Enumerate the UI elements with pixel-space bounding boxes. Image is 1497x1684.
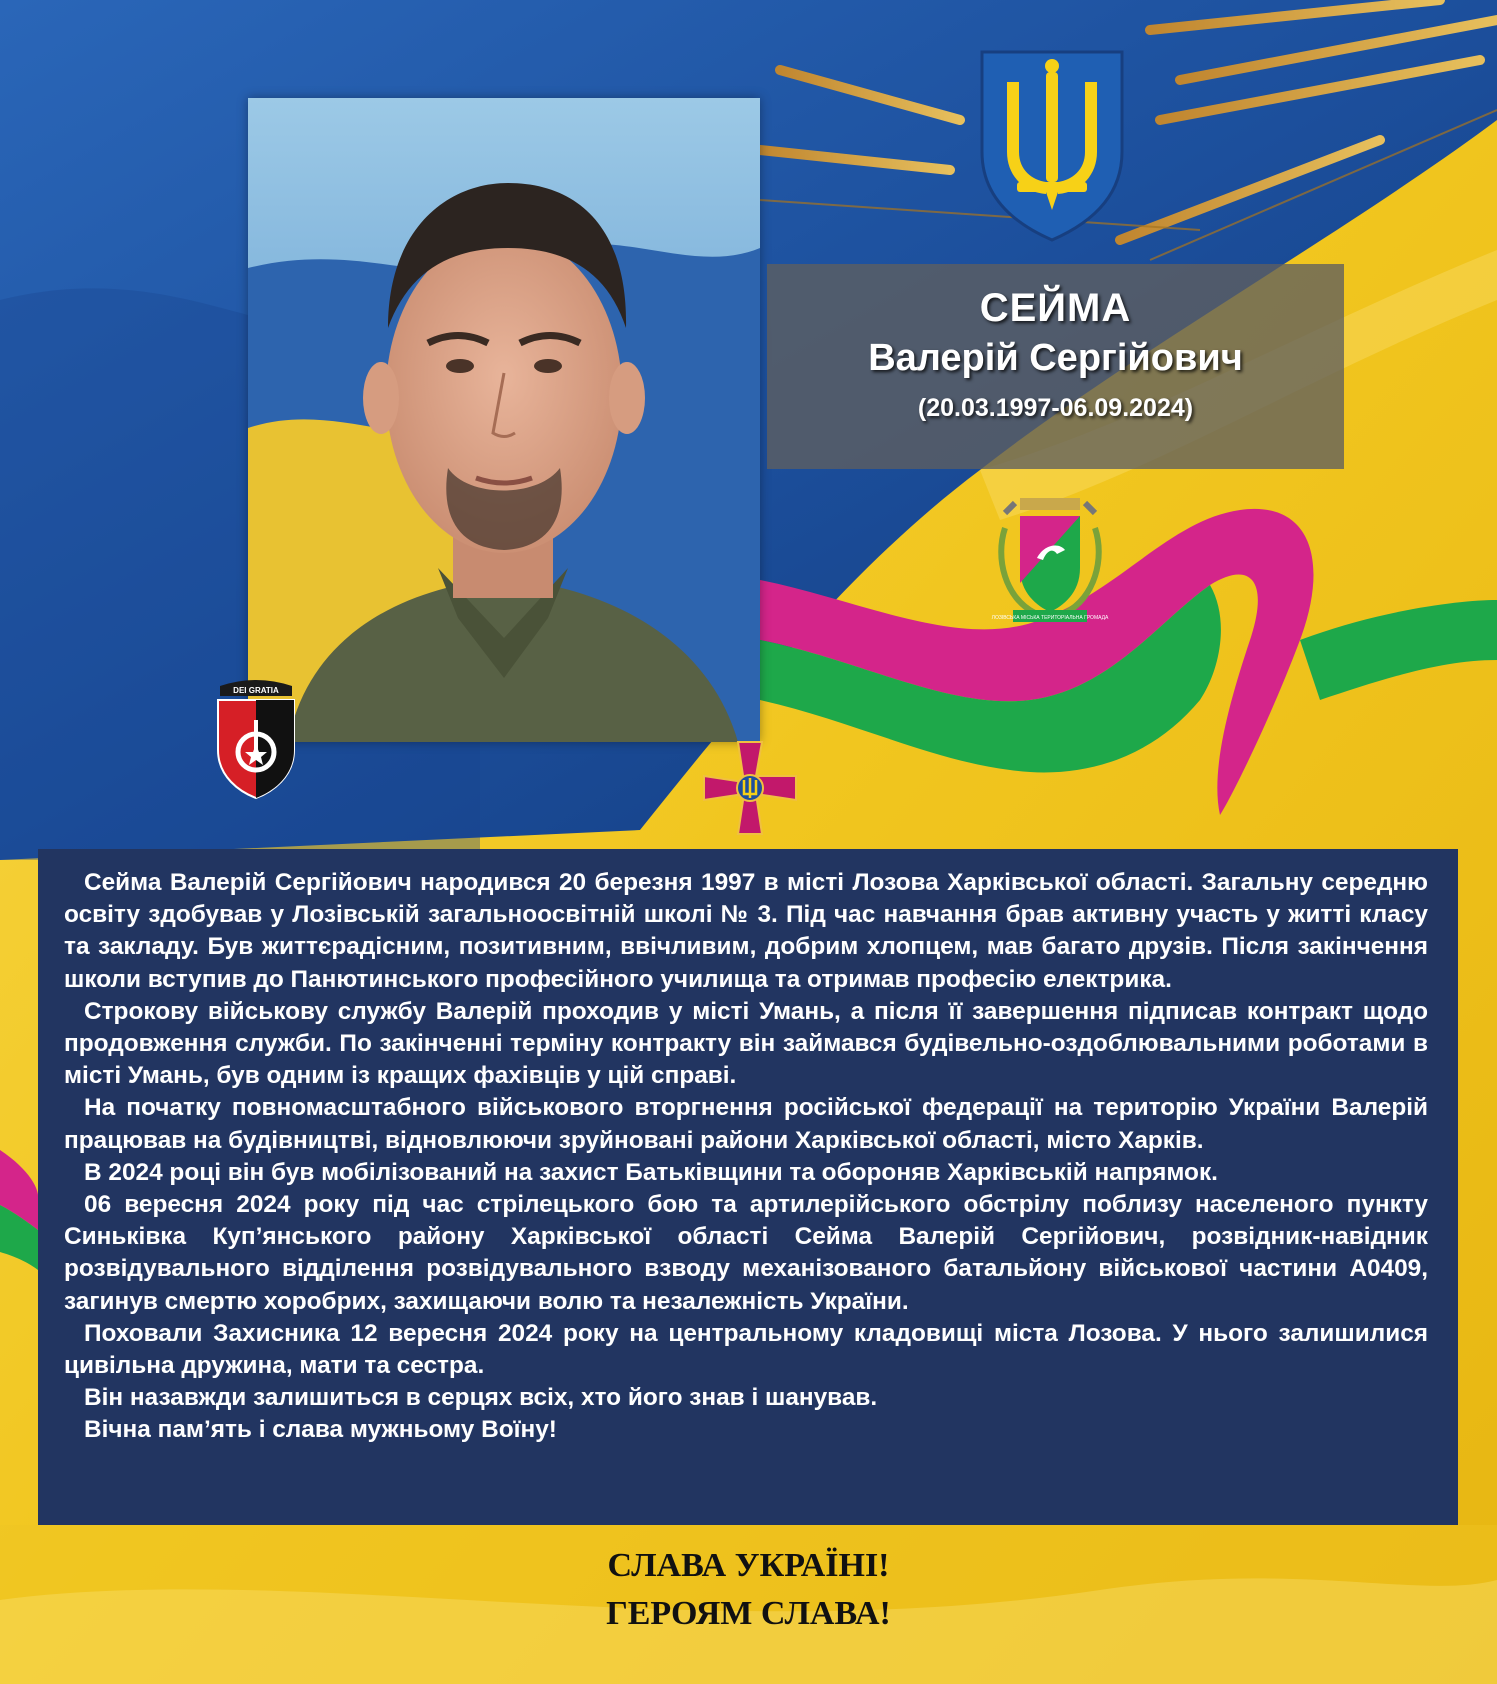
biography-panel	[38, 849, 1458, 1525]
slogan	[0, 1542, 1497, 1638]
biography-paragraph: На початку повномасштабного військового вторгнення російської федерації на територію України Валерій працював на будівництві, відновлюючи зруйновані райони Харківської області, місто Харків.	[64, 1094, 1428, 1154]
unit-badge-icon	[210, 672, 302, 802]
slogan-line-2: ГЕРОЯМ СЛАВА!	[606, 1595, 891, 1632]
hero-life-dates: (20.03.1997-06.09.2024)	[917, 394, 1194, 422]
portrait-photo	[248, 98, 760, 742]
trident-icon	[952, 42, 1152, 242]
biography-paragraph: Поховали Захисника 12 вересня 2024 року на центральному кладовищі міста Лозова. У нього залишилися цивільна дружина, мати та сестра.	[64, 1319, 1428, 1380]
biography-paragraph: Він назавжди залишиться в серцях всіх, хто його знав і шанував.	[84, 1384, 878, 1412]
biography-paragraph: В 2024 році він був мобілізований на захист Батьківщини та обороняв Харківській напрямок.	[84, 1158, 1218, 1186]
biography-paragraph: 06 вересня 2024 року під час стрілецького бою та артилерійського обстрілу поблизу населеного пункту Синьківка Куп’янського району Харківської області Сейма Валерій Сергійович, розвідник-навідник розвідувального відділення розвідувального взводу механізованого батальйону військової частини А0409, загинув смертю хоробрих, захищаючи волю та незалежність України.	[64, 1191, 1428, 1315]
biography-paragraph: Сейма Валерій Сергійович народився 20 березня 1997 в місті Лозова Харківської області. Загальну середню освіту здобував у Лозівській загальноосвітній школі № 3. Під час навчання брав активну участь у житті класу та закладу. Був життєрадісним, позитивним, ввічливим, добрим хлопцем, мав багато друзів. Після закінчення школи вступив до Панютинського професійного училища та отримав професію електрика.	[64, 869, 1428, 993]
hero-surname: СЕЙМА	[979, 286, 1132, 330]
biography-paragraph: Строкову військову службу Валерій проходив у місті Умань, а після її завершення підписав контракт щодо продовження служби. По закінченні терміну контракту він займався будівельно-оздоблювальними роботами в місті Умань, був одним із кращих фахівців у цій справі.	[64, 997, 1428, 1090]
unit-badge-motto: DEI GRATIA	[233, 686, 279, 695]
city-coat-of-arms-icon	[985, 488, 1115, 628]
city-coat-caption: ЛОЗІВСЬКА МІСЬКА ТЕРИТОРІАЛЬНА ГРОМАДА	[991, 615, 1109, 621]
biography-paragraph: Вічна пам’ять і слава мужньому Воїну!	[84, 1416, 557, 1444]
hero-given-names: Валерій Сергійович	[868, 337, 1243, 379]
cross-medal-icon	[700, 738, 800, 838]
slogan-line-1: СЛАВА УКРАЇНІ!	[607, 1547, 890, 1584]
name-plaque	[767, 264, 1344, 469]
